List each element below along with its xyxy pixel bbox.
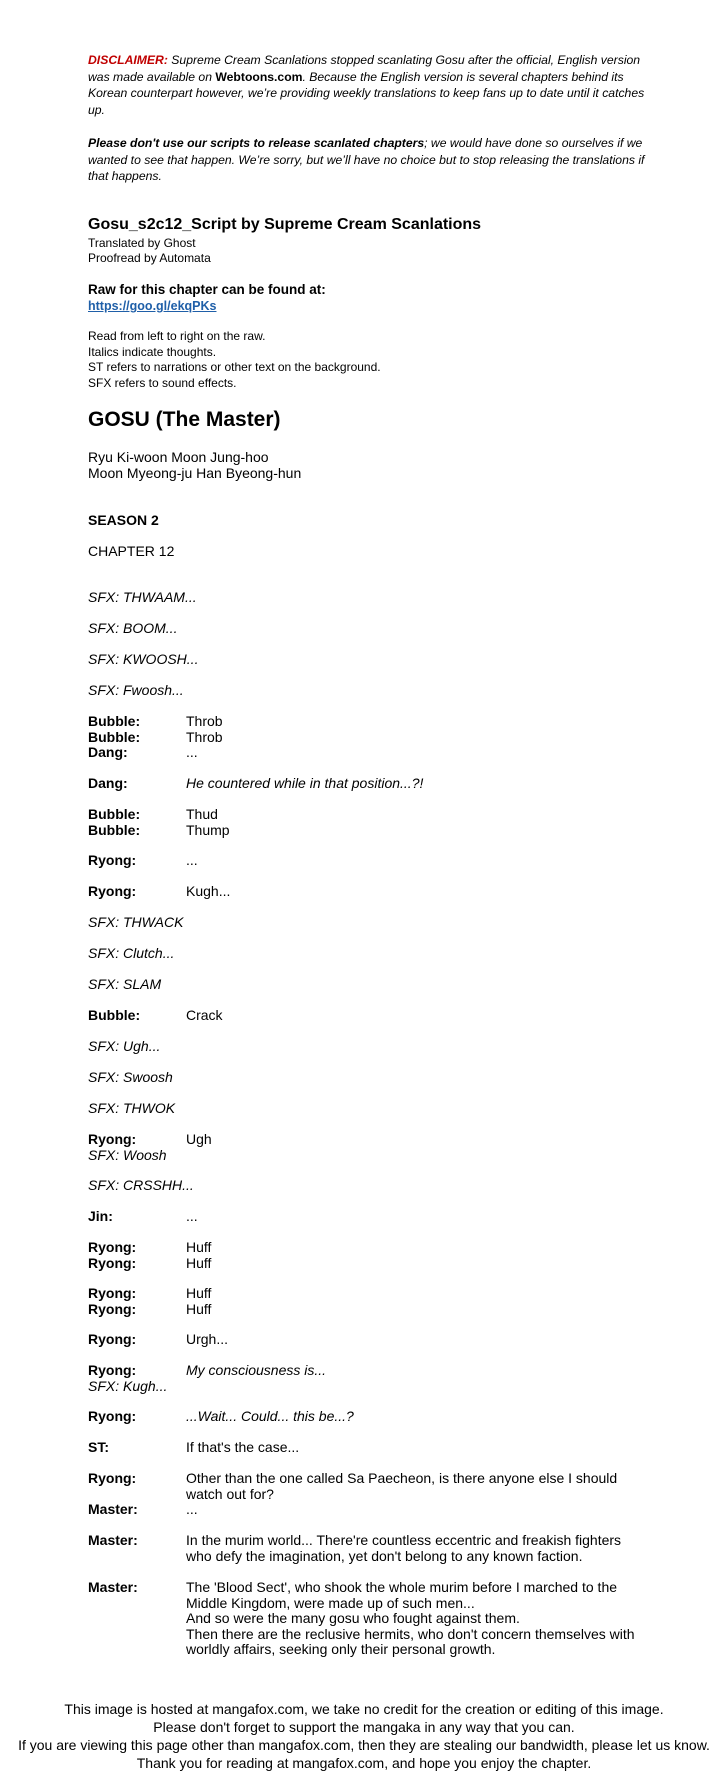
dialogue: Other than the one called Sa Paecheon, is there anyone else I should watch out for? [186, 1470, 618, 1502]
speaker: Master: [88, 1532, 138, 1548]
sfx-text: SFX: Kugh... [88, 1377, 168, 1394]
dialogue: Crack [186, 1007, 223, 1023]
proofread-by: Proofread by Automata [88, 251, 211, 265]
raw-link[interactable]: https://goo.gl/ekqPKs [88, 299, 217, 313]
speaker: Ryong: [88, 852, 137, 868]
dialogue: Huff [186, 1254, 212, 1271]
speaker: Dang: [88, 744, 128, 760]
speaker: ST: [88, 1439, 109, 1455]
dialogue: ... [186, 1501, 198, 1517]
names-line: Moon Myeong-ju Han Byeong-hun [88, 465, 302, 481]
disclaimer-text-1: Supreme Cream Scanlations stopped scanlating Gosu after the official, English version was made available on [88, 53, 641, 84]
speaker: Dang: [88, 775, 128, 791]
series-title: GOSU (The Master) [88, 408, 281, 431]
speaker: Ryong: [88, 1285, 137, 1301]
sfx-text: SFX: THWACK [88, 914, 184, 930]
speaker: Ryong: [88, 883, 137, 899]
dialogue-thought: My consciousness is... [186, 1362, 327, 1378]
dialogue-thought: ...Wait... Could... this be...? [186, 1408, 354, 1424]
speaker: Bubble: [88, 1007, 141, 1023]
dialogue: Thump [186, 821, 230, 838]
names-line: Ryu Ki-woon Moon Jung-hoo [88, 449, 269, 465]
dialogue: Huff [186, 1285, 212, 1301]
sfx-text: SFX: CRSSHH... [88, 1177, 194, 1193]
dialogue-thought: He countered while in that position...?! [186, 775, 424, 791]
speaker: Ryong: [88, 1131, 137, 1147]
speaker: Ryong: [88, 1254, 137, 1271]
disclaimer-warning: Please don't use our scripts to release scanlated chapters [88, 136, 425, 150]
speaker: Ryong: [88, 1470, 137, 1486]
reading-notes [88, 329, 381, 391]
speaker: Ryong: [88, 1331, 137, 1347]
speaker: Ryong: [88, 1362, 137, 1378]
disclaimer-text-2: . Because the English version is several chapters behind its Korean counterpart however, we’re providing weekly translations to keep fans up to date until it catches up. [88, 69, 645, 117]
note-line: SFX refers to sound effects. [88, 375, 237, 390]
speaker: Ryong: [88, 1239, 137, 1255]
dialogue: Throb [186, 728, 223, 745]
speaker: Bubble: [88, 728, 141, 745]
translated-by: Translated by Ghost [88, 236, 196, 250]
dialogue: Throb [186, 713, 223, 729]
raw-heading: Raw for this chapter can be found at: [88, 282, 326, 297]
speaker: Bubble: [88, 713, 141, 729]
dialogue: ... [186, 852, 198, 868]
sfx-text: SFX: Fwoosh... [88, 682, 184, 698]
dialogue: Huff [186, 1300, 212, 1317]
speaker: Ryong: [88, 1300, 137, 1317]
dialogue: The 'Blood Sect', who shook the whole murim before I marched to the Middle Kingdom, were made up of such men... [186, 1579, 618, 1611]
footer-line: If you are viewing this page other than mangafox.com, then they are stealing our bandwidth, please let us know. [18, 1737, 710, 1753]
dialogue: Huff [186, 1239, 212, 1255]
note-line: Read from left to right on the raw. [88, 329, 266, 343]
sfx-text: SFX: BOOM... [88, 620, 178, 636]
sfx-text: SFX: Ugh... [88, 1038, 161, 1054]
dialogue: Kugh... [186, 883, 231, 899]
speaker: Master: [88, 1579, 138, 1595]
dialogue: And so were the many gosu who fought against them. [186, 1610, 520, 1626]
footer-line: Please don't forget to support the mangaka in any way that you can. [153, 1719, 575, 1735]
disclaimer-paragraph [88, 52, 648, 118]
sfx-text: SFX: Clutch... [88, 945, 175, 961]
note-line: Italics indicate thoughts. [88, 344, 217, 359]
footer-line: Thank you for reading at mangafox.com, and hope you enjoy the chapter. [136, 1755, 592, 1771]
sfx-text: SFX: THWAAM... [88, 589, 197, 605]
dialogue: ... [186, 1208, 198, 1224]
dialogue: Then there are the reclusive hermits, who don't concern themselves with worldly affairs, seeking only their personal growth. [186, 1625, 635, 1657]
dialogue: ... [186, 744, 198, 760]
author-names [88, 449, 301, 481]
dialogue: Ugh [186, 1131, 212, 1147]
sfx-text: SFX: KWOOSH... [88, 651, 199, 667]
dialogue: In the murim world... There're countless eccentric and freakish fighters who defy the imagination, yet don't belong to any known faction. [186, 1532, 622, 1564]
dialogue: Thud [186, 806, 218, 822]
dialogue: Urgh... [186, 1331, 229, 1347]
speaker: Ryong: [88, 1408, 137, 1424]
sfx-text: SFX: Woosh [88, 1146, 167, 1163]
speaker: Jin: [88, 1208, 113, 1224]
script-title: Gosu_s2c12_Script by Supreme Cream Scanlations [88, 216, 482, 233]
speaker: Master: [88, 1501, 138, 1517]
speaker: Bubble: [88, 821, 141, 838]
disclaimer-label: DISCLAIMER: [88, 53, 168, 67]
chapter-label: CHAPTER 12 [88, 543, 175, 559]
footer-line: This image is hosted at mangafox.com, we take no credit for the creation or editing of this image. [64, 1701, 664, 1717]
sfx-text: SFX: THWOK [88, 1100, 176, 1116]
disclaimer-paragraph-2 [88, 135, 648, 185]
note-line: ST refers to narrations or other text on the background. [88, 360, 381, 374]
disclaimer-site: Webtoons.com [215, 69, 303, 84]
sfx-text: SFX: SLAM [88, 976, 162, 992]
hosting-footer [0, 1700, 728, 1772]
speaker: Bubble: [88, 806, 141, 822]
season-label: SEASON 2 [88, 512, 159, 528]
dialogue: If that's the case... [186, 1439, 300, 1455]
disclaimer-warning-rest: ; we would have done so ourselves if we wanted to see that happen. We’re sorry, but we’ll have no choice but to stop releasing the translations if that happens. [88, 136, 645, 183]
sfx-text: SFX: Swoosh [88, 1069, 173, 1085]
